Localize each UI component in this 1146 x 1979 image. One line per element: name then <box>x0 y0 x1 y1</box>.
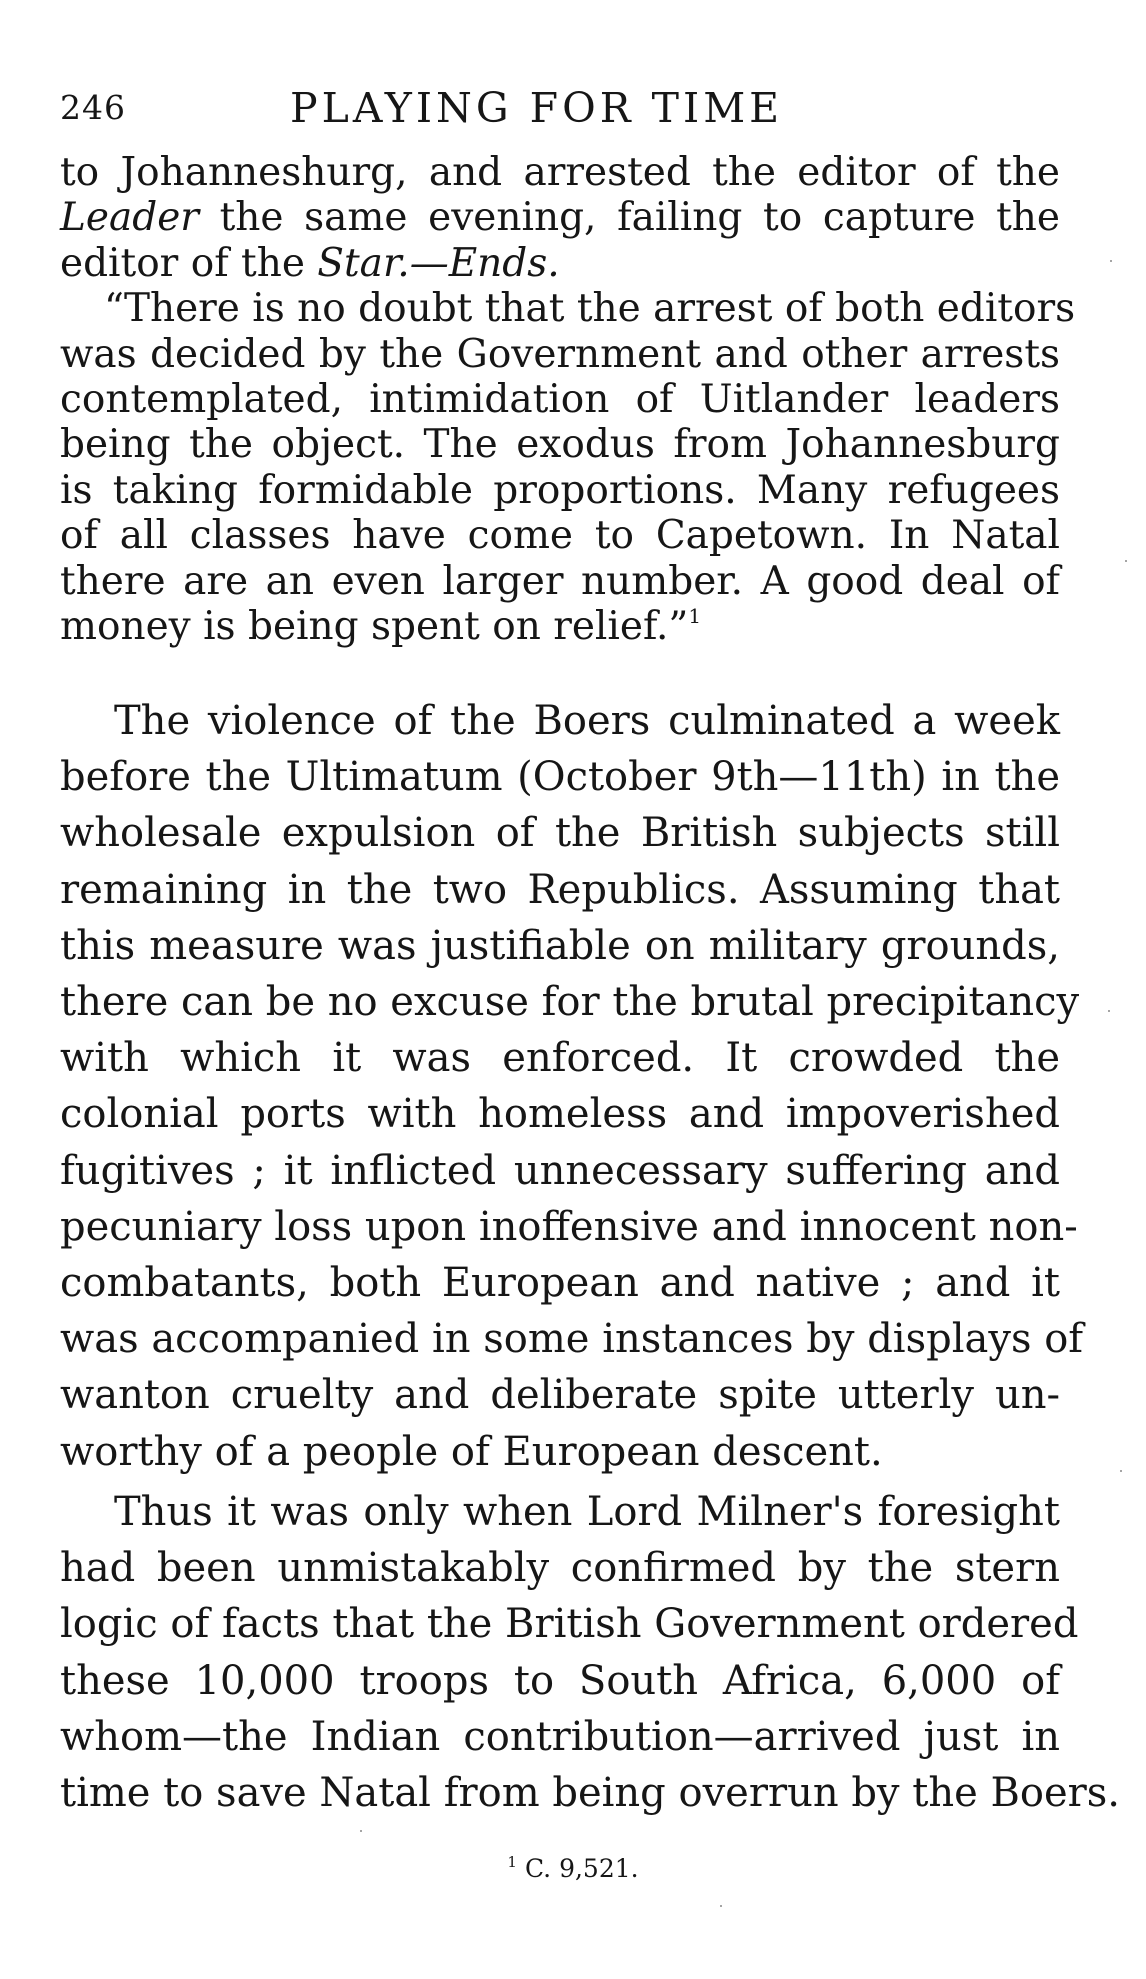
speck <box>1125 560 1127 562</box>
footnote <box>0 1853 1146 1883</box>
text-line: The violence of the Boers culminated a week <box>114 698 1060 744</box>
text-line: with which it was enforced. It crowded the <box>60 1035 1060 1082</box>
quote-line: editor of the Star.—Ends. <box>60 240 560 286</box>
quote-line: was decided by the Government and other arrests <box>60 331 1060 377</box>
page-header <box>60 80 1070 140</box>
running-title: PLAYING FOR TIME <box>290 84 784 132</box>
quote-line: contemplated, intimidation of Uitlander leaders <box>60 377 1060 423</box>
quote-line: Leader the same evening, failing to capture the <box>60 195 1060 241</box>
quoted-telegram <box>60 150 1076 650</box>
speck <box>1108 1010 1110 1012</box>
speck <box>1120 1470 1122 1472</box>
text-line: before the Ultimatum (October 9th—11th) in the <box>60 754 1060 801</box>
paragraph-violence <box>60 693 1084 1480</box>
text-line: wanton cruelty and deliberate spite utterly un- <box>60 1372 1060 1419</box>
text-line: was accompanied in some instances by displays of <box>60 1316 1084 1363</box>
quote-line: “There is no doubt that the arrest of both editors <box>104 286 1076 332</box>
paragraph-milner <box>60 1484 1120 1821</box>
text-line: there can be no excuse for the brutal precipitancy <box>60 979 1080 1026</box>
text-line: worthy of a people of European descent. <box>60 1428 883 1475</box>
footnote-marker: 1 <box>507 1853 517 1871</box>
text-line: this measure was justifiable on military grounds, <box>60 922 1060 969</box>
text-line: fugitives ; it inflicted unnecessary suffering and <box>60 1147 1060 1194</box>
text-line: combatants, both European and native ; and it <box>60 1260 1060 1307</box>
text-line: pecuniary loss upon inoffensive and innocent non- <box>60 1203 1078 1250</box>
quote-line: money is being spent on relief.”$^1$ <box>60 604 702 650</box>
text-line: colonial ports with homeless and impoverished <box>60 1091 1060 1138</box>
speck <box>720 1905 722 1907</box>
speck <box>1110 260 1112 262</box>
text-line: had been unmistakably confirmed by the stern <box>60 1545 1060 1592</box>
speck <box>360 1830 362 1832</box>
quote-line: is taking formidable proportions. Many refugees <box>60 467 1060 513</box>
text-line: Thus it was only when Lord Milner's foresight <box>114 1489 1060 1535</box>
footnote-reference: 1 <box>688 604 702 629</box>
page-number: 246 <box>60 88 126 127</box>
text-line: these 10,000 troops to South Africa, 6,000 of <box>60 1657 1060 1704</box>
quote-line: of all classes have come to Capetown. In Natal <box>60 513 1060 559</box>
footnote-text: C. 9,521. <box>524 1854 639 1883</box>
quote-line: being the object. The exodus from Johannesburg <box>60 422 1060 468</box>
text-line: logic of facts that the British Government ordered <box>60 1601 1079 1648</box>
quote-line: to Johanneshurg, and arrested the editor of the <box>60 150 1060 195</box>
text-line: wholesale expulsion of the British subjects still <box>60 810 1060 857</box>
text-line: remaining in the two Republics. Assuming that <box>60 866 1060 913</box>
text-line: whom—the Indian contribution—arrived just in <box>60 1713 1060 1760</box>
text-line: time to save Natal from being overrun by the Boers. <box>60 1770 1120 1817</box>
quote-line: there are an even larger number. A good deal of <box>60 558 1060 604</box>
